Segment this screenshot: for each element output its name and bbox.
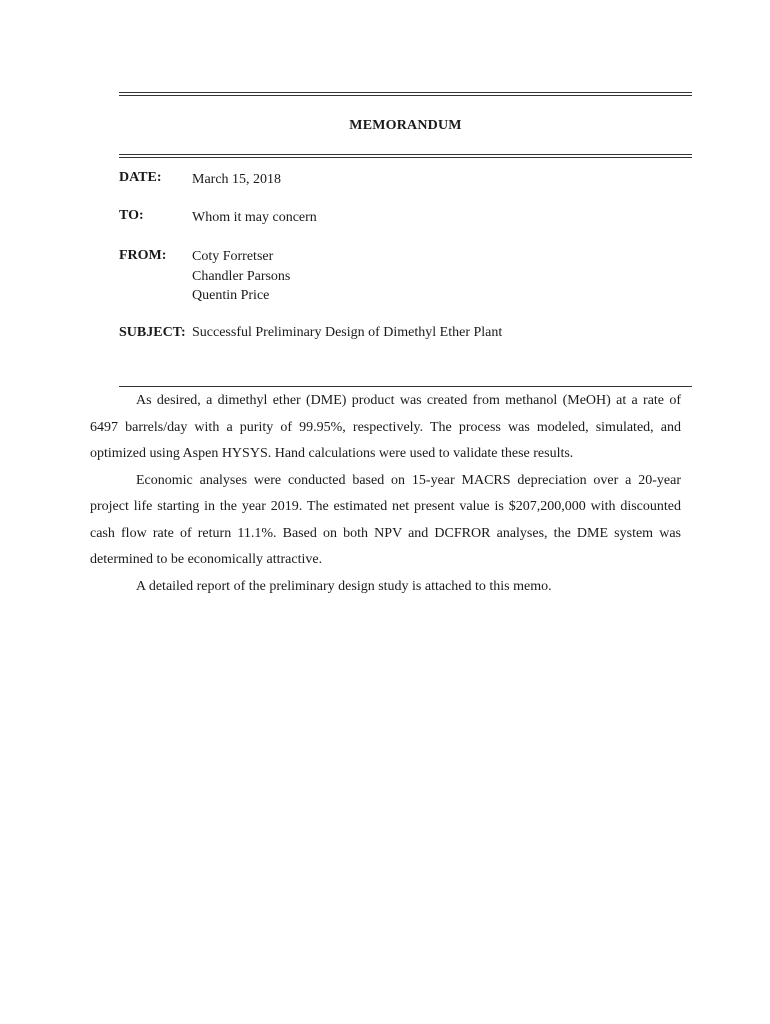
date-label: DATE: bbox=[119, 170, 162, 185]
from-values bbox=[192, 247, 290, 306]
from-author: Coty Forretser bbox=[192, 249, 274, 264]
body-paragraph: As desired, a dimethyl ether (DME) product was created from methanol (MeOH) at a rate of 6497 barrels/day with a purity of 99.95%, respectively. The process was modeled, simulated, and optimized using Aspen HYSYS. Hand calculations were used to validate these results. bbox=[90, 393, 681, 461]
memo-body bbox=[90, 388, 681, 600]
subject-value: Successful Preliminary Design of Dimethyl Ether Plant bbox=[192, 325, 503, 340]
date-value: March 15, 2018 bbox=[192, 172, 282, 187]
top-double-rule bbox=[119, 92, 692, 96]
from-label: FROM: bbox=[119, 248, 167, 263]
from-author: Chandler Parsons bbox=[192, 268, 291, 284]
subject-label: SUBJECT: bbox=[119, 325, 186, 340]
to-label: TO: bbox=[119, 208, 144, 223]
header-double-rule bbox=[119, 154, 692, 158]
memo-title: MEMORANDUM bbox=[349, 118, 462, 133]
body-paragraph: Economic analyses were conducted based on 15-year MACRS depreciation over a 20-year project life starting in the year 2019. The estimated net present value is $207,200,000 with discounted cash flow rate of return 11.1%. Based on both NPV and DCFROR analyses, the DME system was determined to be economically attractive. bbox=[90, 472, 681, 567]
body-paragraph: A detailed report of the preliminary design study is attached to this memo. bbox=[136, 578, 552, 594]
from-author: Quentin Price bbox=[192, 288, 270, 303]
body-divider-rule bbox=[119, 386, 692, 387]
to-value: Whom it may concern bbox=[192, 210, 317, 225]
